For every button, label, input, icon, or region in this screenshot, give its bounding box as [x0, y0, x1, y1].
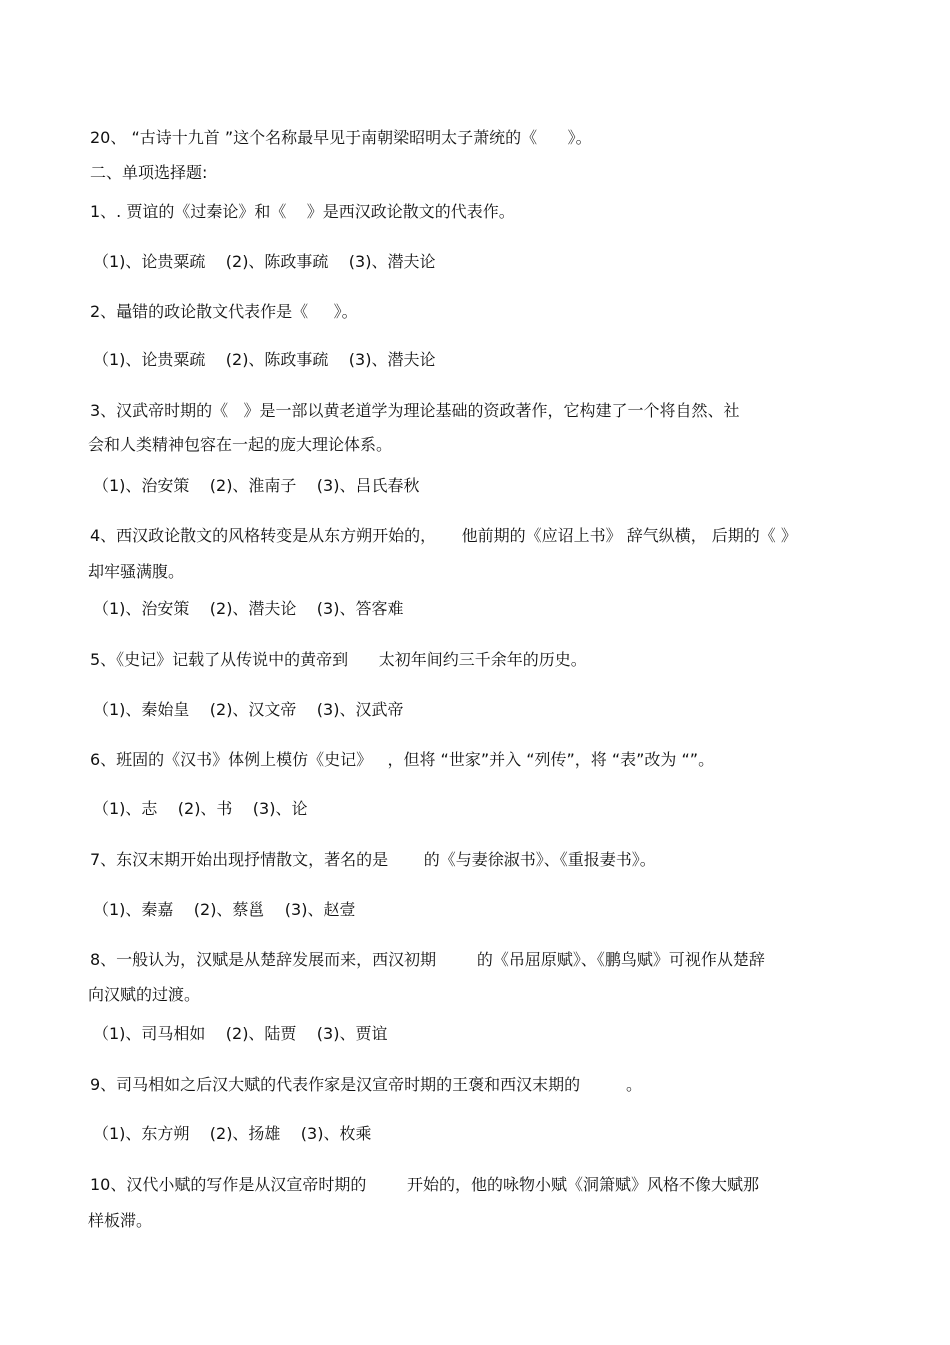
question-7-options: （1)、秦嘉 (2)、蔡邕 (3)、赵壹	[93, 900, 356, 919]
question-10-line: 10、汉代小赋的写作是从汉宣帝时期的 开始的，他的咏物小赋《洞箫赋》风格不像大赋那	[90, 1175, 760, 1194]
question-5-options: （1)、秦始皇 (2)、汉文帝 (3)、汉武帝	[93, 700, 404, 719]
question-1-options: （1)、论贵粟疏 (2)、陈政事疏 (3)、潜夫论	[93, 252, 436, 271]
question-4-line: 4、西汉政论散文的风格转变是从东方朔开始的， 他前期的《应诏上书》 辞气纵横， 后期的《 》	[90, 526, 797, 545]
question-6-options: （1)、志 (2)、书 (3)、论	[93, 799, 308, 818]
question-2-options: （1)、论贵粟疏 (2)、陈政事疏 (3)、潜夫论	[93, 350, 436, 369]
question-3-continuation: 会和人类精神包容在一起的庞大理论体系。	[88, 435, 393, 454]
question-7-line: 7、东汉末期开始出现抒情散文，著名的是 的《与妻徐淑书》、《重报妻书》。	[90, 850, 656, 869]
question-3-options: （1)、治安策 (2)、淮南子 (3)、吕氏春秋	[93, 476, 420, 495]
question-20-line: 20、 “古诗十九首 ”这个名称最早见于南朝梁昭明太子萧统的《 》。	[90, 128, 592, 147]
question-4-continuation: 却牢骚满腹。	[88, 562, 185, 581]
question-5-line: 5、《史记》记载了从传说中的黄帝到 太初年间约三千余年的历史。	[90, 650, 587, 669]
question-9-line: 9、司马相如之后汉大赋的代表作家是汉宣帝时期的王褒和西汉末期的 。	[90, 1075, 642, 1094]
question-1-line: 1、. 贾谊的《过秦论》和《 》是西汉政论散文的代表作。	[90, 202, 515, 221]
question-8-options: （1)、司马相如 (2)、陆贾 (3)、贾谊	[93, 1024, 388, 1043]
question-9-options: （1)、东方朔 (2)、扬雄 (3)、枚乘	[93, 1124, 372, 1143]
question-10-continuation: 样板滞。	[88, 1211, 153, 1230]
question-8-line: 8、一般认为，汉赋是从楚辞发展而来，西汉初期 的《吊屈原赋》、《鹏鸟赋》可视作从楚辞	[90, 950, 765, 969]
question-2-line: 2、鼂错的政论散文代表作是《 》。	[90, 302, 358, 321]
question-8-continuation: 向汉赋的过渡。	[88, 985, 201, 1004]
question-3-line: 3、汉武帝时期的《 》是一部以黄老道学为理论基础的资政著作，它构建了一个将自然、社	[90, 401, 740, 420]
question-6-line: 6、班固的《汉书》体例上模仿《史记》 ，但将 “世家”并入 “列传”，将 “表”改为 “”。	[90, 750, 715, 769]
question-4-options: （1)、治安策 (2)、潜夫论 (3)、答客难	[93, 599, 404, 618]
section-heading: 二、单项选择题:	[90, 163, 208, 182]
